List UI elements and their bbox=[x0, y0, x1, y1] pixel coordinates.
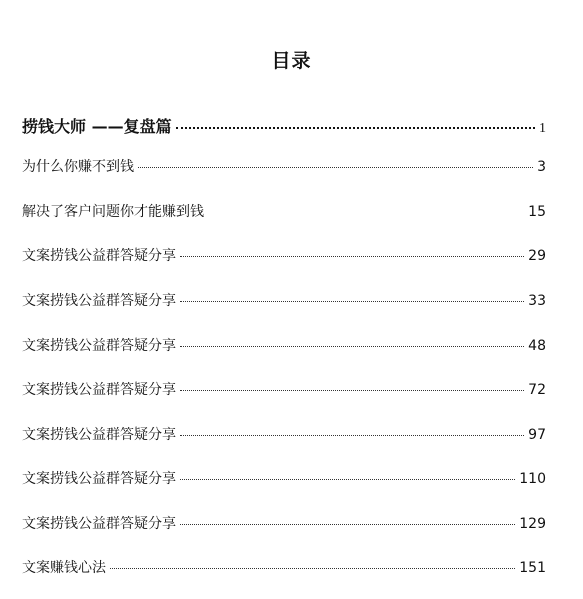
toc-entry[interactable] bbox=[22, 290, 546, 314]
toc-entry-label: 捞钱大师 ——复盘篇 bbox=[22, 117, 172, 136]
toc-entry[interactable] bbox=[22, 156, 546, 180]
toc-entry-label: 文案捞钱公益群答疑分享 bbox=[22, 248, 176, 264]
toc-entry-label: 文案捞钱公益群答疑分享 bbox=[22, 516, 176, 532]
toc-entry-page: 1 bbox=[539, 121, 546, 136]
toc-entry-page: 97 bbox=[528, 427, 546, 443]
toc-entry[interactable] bbox=[22, 335, 546, 359]
toc-entry-label: 文案捞钱公益群答疑分享 bbox=[22, 427, 176, 443]
dot-leader bbox=[180, 524, 515, 525]
dot-leader bbox=[180, 479, 515, 480]
dot-leader bbox=[180, 346, 524, 347]
toc-entry-label: 文案捞钱公益群答疑分享 bbox=[22, 471, 176, 487]
toc-entry-label: 解决了客户问题你才能赚到钱 bbox=[22, 204, 204, 220]
dot-leader bbox=[180, 390, 524, 391]
toc-entry[interactable] bbox=[22, 424, 546, 448]
toc-entry-page: 72 bbox=[528, 382, 546, 398]
toc-entry-label: 文案赚钱心法 bbox=[22, 560, 106, 576]
toc-entry[interactable] bbox=[22, 201, 546, 225]
toc-entry[interactable] bbox=[22, 379, 546, 403]
toc-entry-page: 110 bbox=[519, 471, 546, 487]
toc-entry[interactable] bbox=[22, 245, 546, 269]
toc-entry[interactable] bbox=[22, 513, 546, 537]
toc-entry-page: 33 bbox=[528, 293, 546, 309]
dot-leader bbox=[176, 127, 535, 129]
dot-leader bbox=[138, 167, 533, 168]
dot-leader bbox=[110, 568, 515, 569]
toc-title: 目录 bbox=[271, 50, 312, 72]
toc-entry-label: 文案捞钱公益群答疑分享 bbox=[22, 293, 176, 309]
toc-entry-page: 3 bbox=[537, 159, 546, 175]
toc-entry-label: 文案捞钱公益群答疑分享 bbox=[22, 382, 176, 398]
toc-entry-page: 151 bbox=[519, 560, 546, 576]
toc-entry-page: 48 bbox=[528, 338, 546, 354]
toc-entry[interactable] bbox=[22, 557, 546, 581]
toc-entry-page: 29 bbox=[528, 248, 546, 264]
dot-leader bbox=[180, 301, 524, 302]
dot-leader bbox=[180, 256, 524, 257]
toc-entry-page: 15 bbox=[528, 204, 546, 220]
toc-main-entry[interactable] bbox=[22, 114, 546, 138]
dot-leader bbox=[180, 435, 524, 436]
toc-entry-label: 文案捞钱公益群答疑分享 bbox=[22, 338, 176, 354]
toc-entry[interactable] bbox=[22, 468, 546, 492]
dot-leader bbox=[208, 212, 524, 213]
toc-entry-page: 129 bbox=[519, 516, 546, 532]
toc-entry-label: 为什么你赚不到钱 bbox=[22, 159, 134, 175]
